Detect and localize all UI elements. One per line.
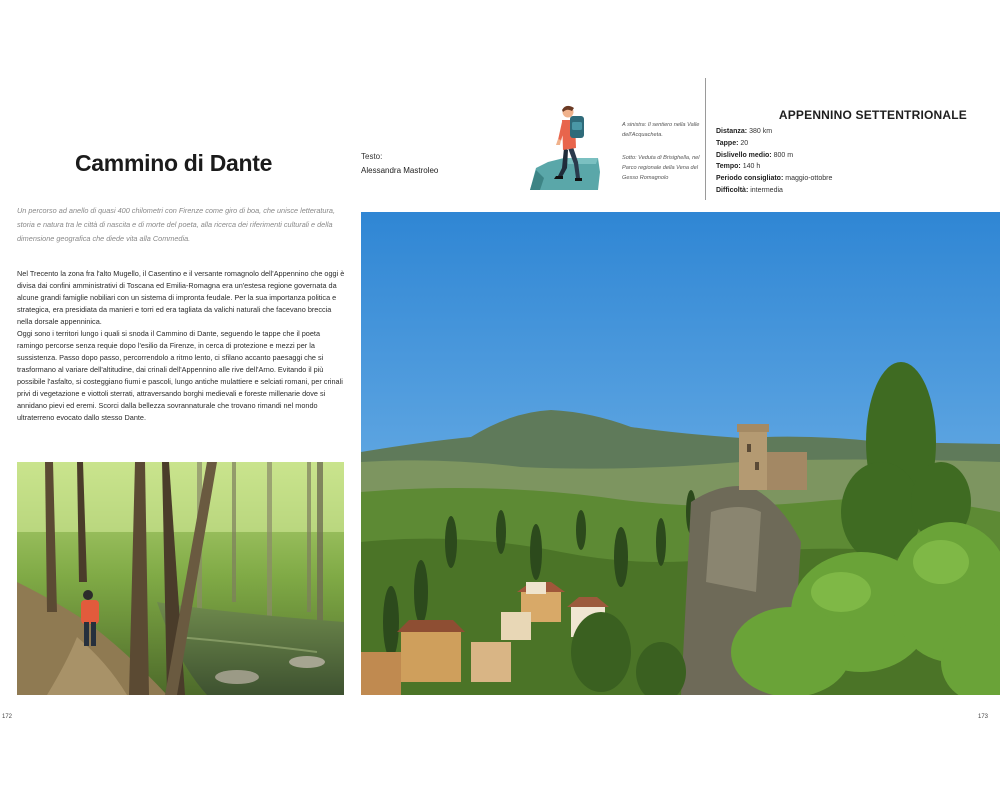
article-intro: Un percorso ad anello di quasi 400 chilometri con Firenze come giro di boa, che unisce letteratura, storia e natura tra le città di nascita e di morte del poeta, alla ricerca dei riferimenti culturali e della dimensione geografica che diede vita alla Commedia.	[17, 206, 335, 243]
article-body	[17, 268, 347, 424]
route-facts	[716, 126, 832, 197]
body-paragraph: Oggi sono i territori lungo i quali si snoda il Cammino di Dante, seguendo le tappe che il poeta ramingo percorse senza requie dopo l'esilio da Firenze, in cerca di protezione e mezzi per la sussistenza. Passo dopo passo, percorrendolo a ritmo lento, ci sfilano accanto paesaggi che si trasformano al variare dell'altitudine, dai crinali dell'Appennino alle rive dell'Arno. Evitando il più possibile l'asfalto, si costeggiano fiumi e pascoli, lungo antiche mulattiere e selciati romani, per crinali privi di vegetazione e viottoli sterrati, attraversando borghi medievali e foreste millenarie dove si annidano pievi ed eremi. Scorci dalla bellezza sovrannaturale che trovano rimandi nel mondo ultraterreno evocato dallo stesso Dante.	[17, 329, 343, 422]
caption-left-photo: A sinistra: Il sentiero nella Valle dell'Acquacheta.	[622, 122, 700, 138]
divider	[705, 78, 706, 200]
fact-stages: Tappe: 20	[716, 139, 749, 147]
author-name: Alessandra Mastroleo	[361, 166, 439, 175]
hiker-illustration-icon	[520, 98, 630, 194]
fact-time: Tempo: 140 h	[716, 163, 761, 171]
forest-trail-photo	[17, 462, 344, 695]
credit-label: Testo:	[361, 152, 383, 161]
fact-elevation: Dislivello medio: 800 m	[716, 151, 794, 159]
body-paragraph: Nel Trecento la zona fra l'alto Mugello, il Casentino e il versante romagnolo dell'Appennino che oggi è divisa dai confini amministrativi di Toscana ed Emilia-Romagna era un'estesa regione governata da alcune grandi famiglie nobiliari con un sistema di impronta feudale. Per la sua importanza politica e strategica, era presidiata da manieri e torri ed era tagliata da valichi naturali che facevano breccia nella dorsale appenninica.	[17, 269, 345, 326]
page-number-left: 172	[2, 714, 13, 720]
fact-difficulty: Difficoltà: intermedia	[716, 186, 783, 194]
brisighella-landscape-photo	[361, 212, 1000, 695]
fact-season: Periodo consigliato: maggio-ottobre	[716, 175, 833, 183]
page-number-right: 173	[977, 714, 988, 720]
caption-main-photo: Sotto: Veduta di Brisighella, nel Parco regionale della Vena del Gesso Romagnolo	[622, 155, 700, 181]
fact-distance: Distanza: 380 km	[716, 128, 773, 135]
region-heading: APPENNINO SETTENTRIONALE	[778, 108, 967, 122]
article-title: Cammino di Dante	[75, 150, 273, 176]
